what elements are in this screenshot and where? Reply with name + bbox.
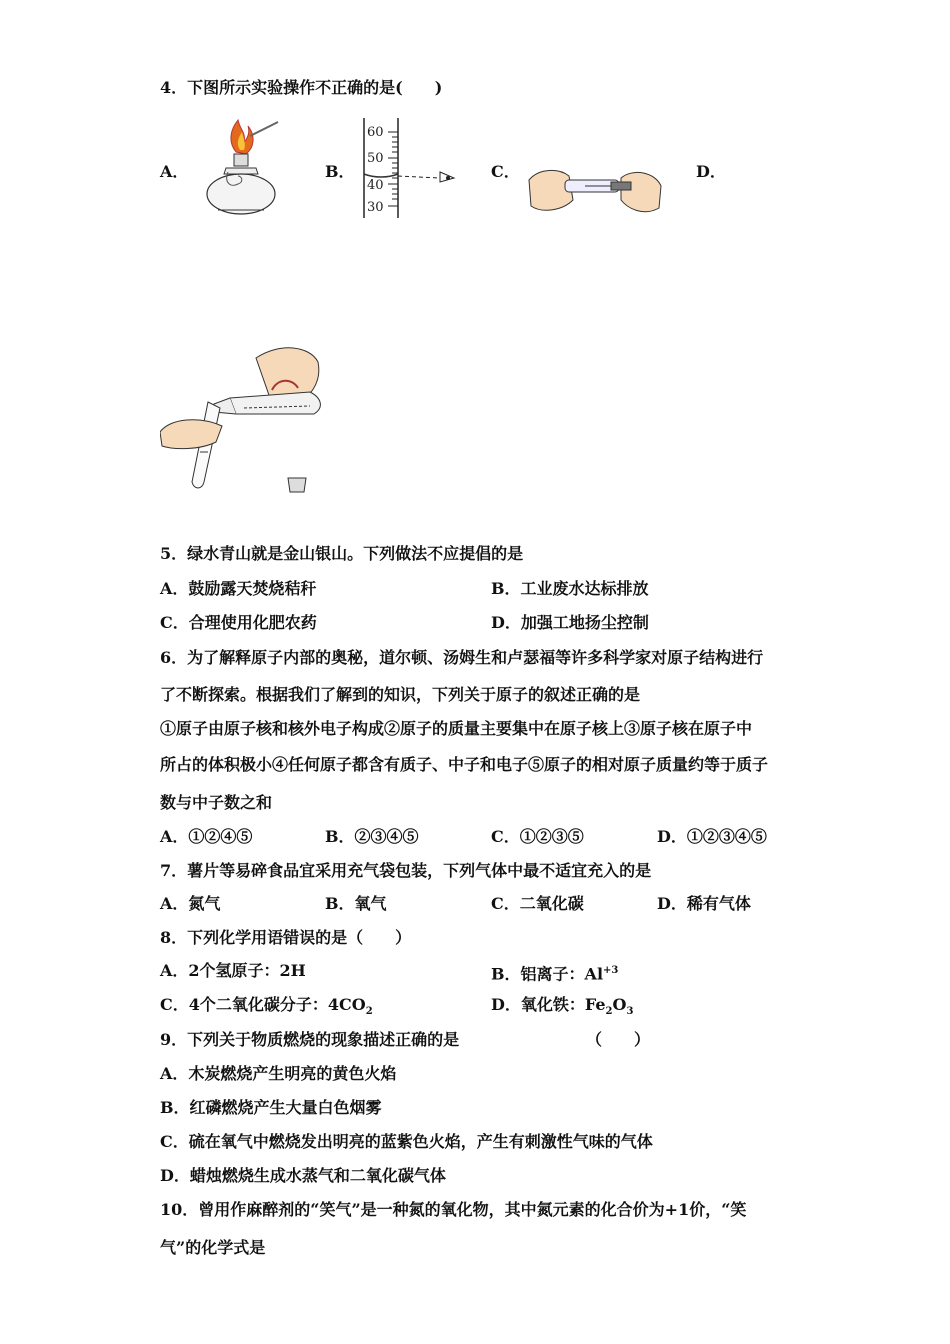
q8-option-b-charge: +3 [603,965,619,976]
q4-label-a: A． [160,162,189,181]
q7-option-d: D．稀有气体 [657,894,751,913]
q6-option-b: B．②③④⑤ [325,827,419,846]
scale-label-40: 40 [367,178,384,193]
q5-stem: 5．绿水青山就是金山银山。下列做法不应提倡的是 [160,544,524,563]
q7-option-a: A．氮气 [160,894,221,913]
q4-label-c: C． [491,162,520,181]
scale-label-50: 50 [367,151,384,166]
q8-option-b: B．铝离子：$Al^{+3}$ [491,964,619,984]
q9-stem: 9．下列关于物质燃烧的现象描述正确的是 [160,1030,460,1049]
hands-connecting-tube-figure [525,160,665,220]
q9-answer-paren: （ ） [586,1030,651,1049]
q5-option-c: C．合理使用化肥农药 [160,613,317,632]
q9-option-c: C．硫在氧气中燃烧发出明亮的蓝紫色火焰，产生有刺激性气味的气体 [160,1132,653,1151]
q6-option-d: D．①②③④⑤ [657,827,767,846]
q8-stem: 8．下列化学用语错误的是（ ） [160,928,412,947]
scale-label-30: 30 [367,200,384,215]
q8-option-c-subscript: 2 [365,1006,373,1018]
q4-label-d: D． [696,162,726,181]
q5-option-b: B．工业废水达标排放 [491,579,649,598]
q6-line4: 所占的体积极小④任何原子都含有质子、中子和电子⑤原子的相对原子质量约等于质子 [160,755,769,774]
q7-option-c: C．二氧化碳 [491,894,584,913]
q4-label-b: B． [325,162,355,181]
scale-label-60: 60 [367,125,384,140]
q10-line2: 气”的化学式是 [160,1238,266,1257]
q9-option-d: D．蜡烛燃烧生成水蒸气和二氧化碳气体 [160,1166,446,1185]
alcohol-lamp-figure [198,112,288,220]
q4-stem: 4．下图所示实验操作不正确的是( ) [160,78,443,97]
q6-line2: 了不断探索。根据我们了解到的知识，下列关于原子的叙述正确的是 [160,685,641,704]
q6-line5: 数与中子数之和 [160,793,273,812]
q6-option-a: A．①②④⑤ [160,827,253,846]
q8-option-c: C．4个二氧化碳分子：$4CO_2$ [160,995,373,1018]
q8-option-a: A．2个氢原子：2H [160,961,306,980]
q6-line1: 6．为了解释原子内部的奥秘，道尔顿、汤姆生和卢瑟福等许多科学家对原子结构进行 [160,648,764,667]
q5-option-d: D．加强工地扬尘控制 [491,613,649,632]
q5-option-a: A．鼓励露天焚烧秸秆 [160,579,317,598]
graduated-cylinder-figure [360,116,460,220]
q10-line1: 10．曾用作麻醉剂的“笑气”是一种氮的氧化物，其中氮元素的化合价为+1价，“笑 [160,1200,747,1219]
q9-option-b: B．红磷燃烧产生大量白色烟雾 [160,1098,382,1117]
pouring-liquid-figure [160,342,330,500]
q7-option-b: B．氧气 [325,894,387,913]
q6-option-c: C．①②③⑤ [491,827,584,846]
q8-option-d: D．氧化铁：$Fe_2O_3$ [491,995,634,1018]
q6-line3: ①原子由原子核和核外电子构成②原子的质量主要集中在原子核上③原子核在原子中 [160,719,753,738]
q7-stem: 7．薯片等易碎食品宜采用充气袋包装，下列气体中最不适宜充入的是 [160,861,652,880]
q9-option-a: A．木炭燃烧产生明亮的黄色火焰 [160,1064,397,1083]
